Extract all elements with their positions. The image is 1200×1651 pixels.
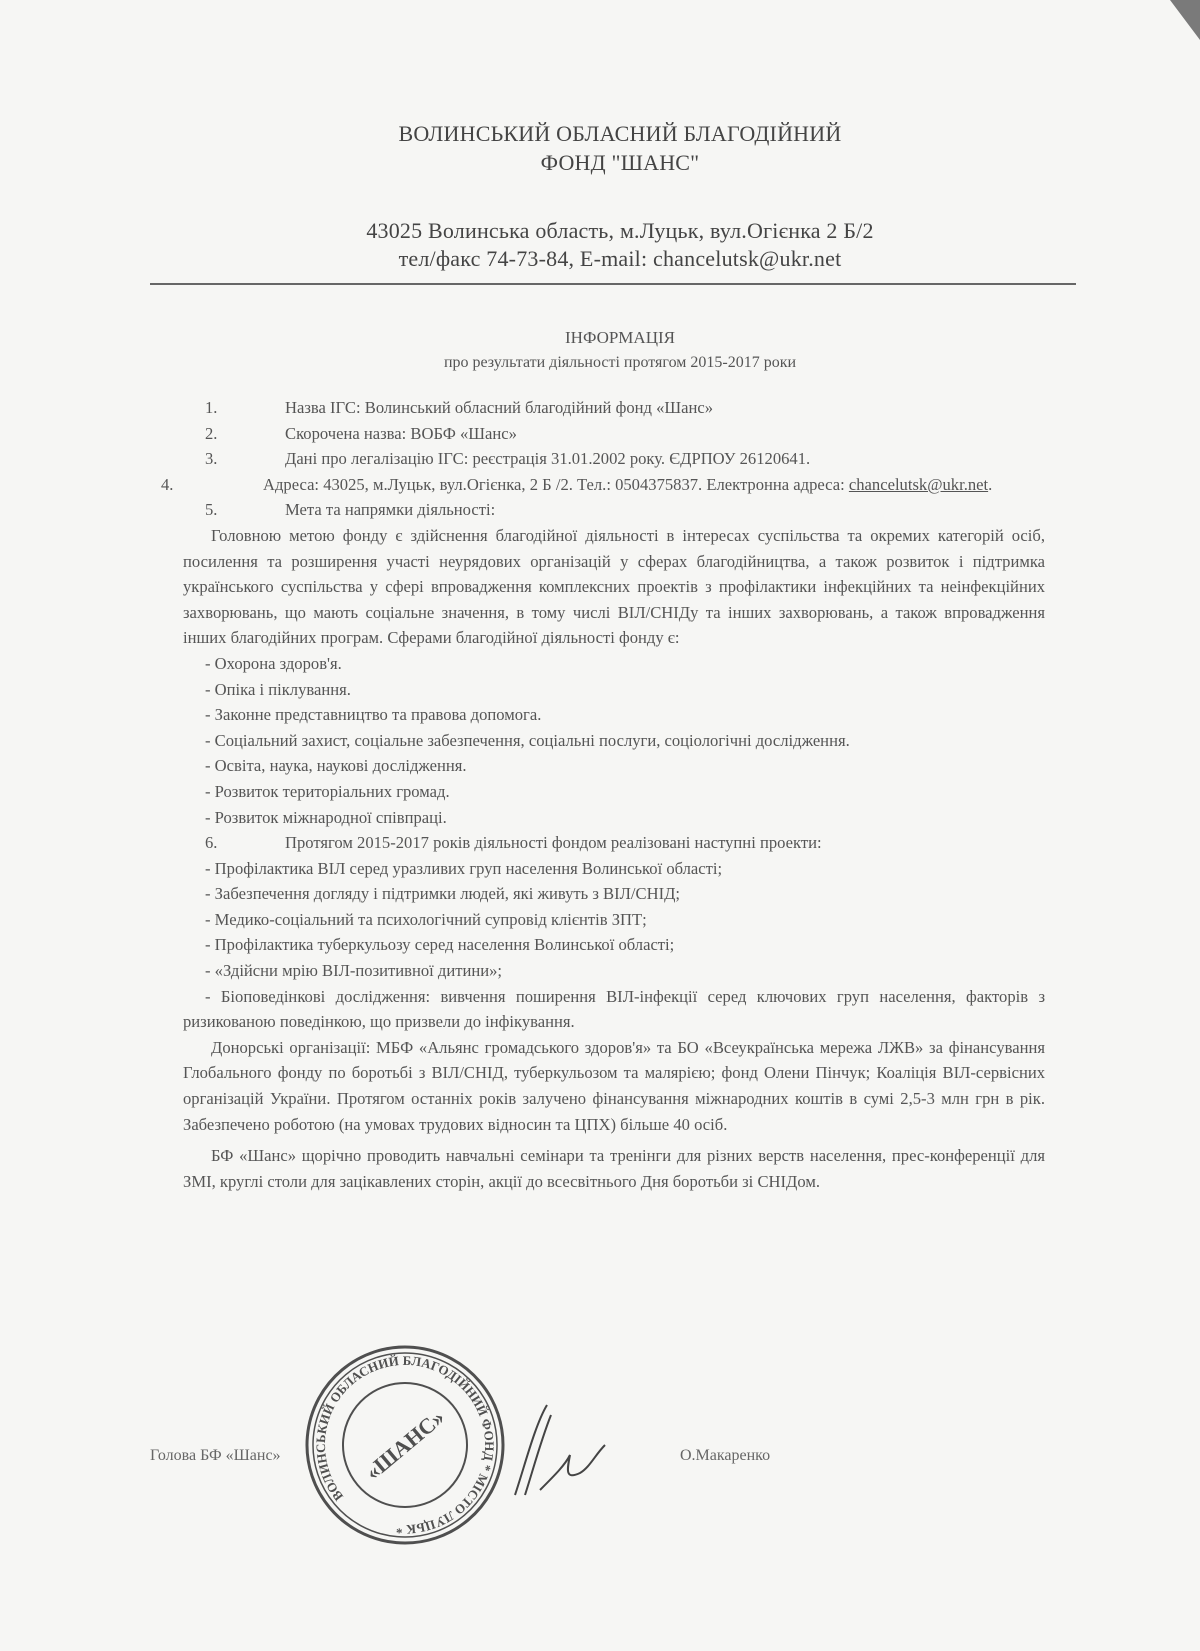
project-item: - Біоповедінкові дослідження: вивчення поширення ВІЛ-інфекції серед ключових груп населення, факторів з ризикованою поведінкою, що призвели до інфікування. bbox=[183, 986, 1045, 1032]
document-title: ІНФОРМАЦІЯ bbox=[565, 328, 675, 347]
org-address: 43025 Волинська область, м.Луцьк, вул.Огієнка 2 Б/2 bbox=[366, 218, 874, 243]
document-subtitle: про результати діяльності протягом 2015-2017 роки bbox=[443, 354, 797, 371]
org-name-line2: ФОНД "ШАНС" bbox=[540, 150, 700, 175]
sphere-item: - Охорона здоров'я. bbox=[205, 653, 342, 673]
organization-stamp bbox=[300, 1340, 510, 1550]
signatory-position: Голова БФ «Шанс» bbox=[150, 1447, 281, 1464]
sphere-item: - Опіка і піклування. bbox=[205, 679, 351, 699]
events-paragraph: БФ «Шанс» щорічно проводить навчальні семінари та тренінги для різних верств населення, прес-конференції для ЗМІ, круглі столи для зацікавлених сторін, акції до всесвітнього Дня боротьби зі СНІДом. bbox=[183, 1146, 1045, 1191]
org-name-line1: ВОЛИНСЬКИЙ ОБЛАСНИЙ БЛАГОДІЙНИЙ bbox=[398, 121, 842, 146]
org-contacts: тел/факс 74-73-84, E-mail: chancelutsk@ukr.net bbox=[398, 246, 842, 271]
sphere-item: - Розвиток міжнародної співпраці. bbox=[205, 807, 447, 827]
document-body bbox=[161, 395, 1045, 1194]
project-item: - Медико-соціальний та психологічний супровід клієнтів ЗПТ; bbox=[205, 909, 647, 929]
donors-paragraph: Донорські організації: МБФ «Альянс громадського здоров'я» та БО «Всеукраїнська мережа ЛЖВ» за фінансування Глобального фонду по боротьбі з ВІЛ/СНІД, туберкульозом та малярією; фонд Олени Пінчук; Коаліція ВІЛ-сервісних організацій України. Протягом останніх років залучено фінансування міжнародних коштів в сумі 2,5-3 млн грн в рік. Забезпечено роботою (на умовах трудових відносин та ЦПХ) більше 40 осіб. bbox=[183, 1037, 1045, 1134]
goal-paragraph: Головною метою фонду є здійснення благодійної діяльності в інтересах суспільства та окремих категорій осіб, посилення та розширення участі неурядових організацій у сферах благодійництва, а також розвиток і підтримка українського суспільства у сфері впровадження комплексних проектів з профілактики інфекційних та неінфекційних захворювань, що мають соціальне значення, в тому числі ВІЛ/СНІДу та інших захворювань, а також впровадження інших благодійних програм. Сферами благодійної діяльності фонду є: bbox=[183, 525, 1045, 648]
item-3: 3. Дані про легалізацію ІГС: реєстрація 31.01.2002 року. ЄДРПОУ 26120641. bbox=[205, 449, 811, 469]
item-2: 2. Скорочена назва: ВОБФ «Шанс» bbox=[205, 423, 517, 443]
stamp-center-text: «ШАНС» bbox=[360, 1404, 450, 1485]
header-divider bbox=[150, 283, 1076, 285]
item-6: 6. Протягом 2015-2017 років діяльності фондом реалізовані наступні проекти: bbox=[205, 833, 822, 853]
item-5: 5. Мета та напрямки діяльності: bbox=[205, 500, 496, 520]
project-item: - «Здійсни мрію ВІЛ-позитивної дитини»; bbox=[205, 961, 503, 981]
sphere-item: - Соціальний захист, соціальне забезпечення, соціальні послуги, соціологічні дослідження. bbox=[205, 730, 850, 750]
sphere-item: - Законне представництво та правова допомога. bbox=[205, 705, 542, 725]
sphere-item: - Освіта, наука, наукові дослідження. bbox=[205, 756, 467, 776]
item-1: 1. Назва ІГС: Волинський обласний благодійний фонд «Шанс» bbox=[205, 398, 714, 417]
project-item: - Профілактика туберкульозу серед населення Волинської області; bbox=[205, 935, 675, 955]
sphere-item: - Розвиток територіальних громад. bbox=[205, 781, 450, 801]
email-link[interactable]: chancelutsk@ukr.net bbox=[848, 474, 989, 494]
project-item: - Профілактика ВІЛ серед уразливих груп населення Волинської області; bbox=[205, 858, 723, 878]
stamp-ring-text: ВОЛИНСЬКИЙ ОБЛАСНИЙ БЛАГОДІЙНИЙ ФОНД * МІСТО ЛУЦЬК * bbox=[312, 1352, 498, 1538]
project-item: - Забезпечення догляду і підтримки людей, які живуть з ВІЛ/СНІД; bbox=[205, 884, 681, 904]
item-4: 4. Адреса: 43025, м.Луцьк, вул.Огієнка, 2 Б /2. Тел.: 0504375837. Електронна адреса: chancelutsk@ukr.net. bbox=[161, 474, 993, 494]
handwritten-signature bbox=[495, 1395, 625, 1505]
signatory-name: О.Макаренко bbox=[680, 1447, 771, 1464]
